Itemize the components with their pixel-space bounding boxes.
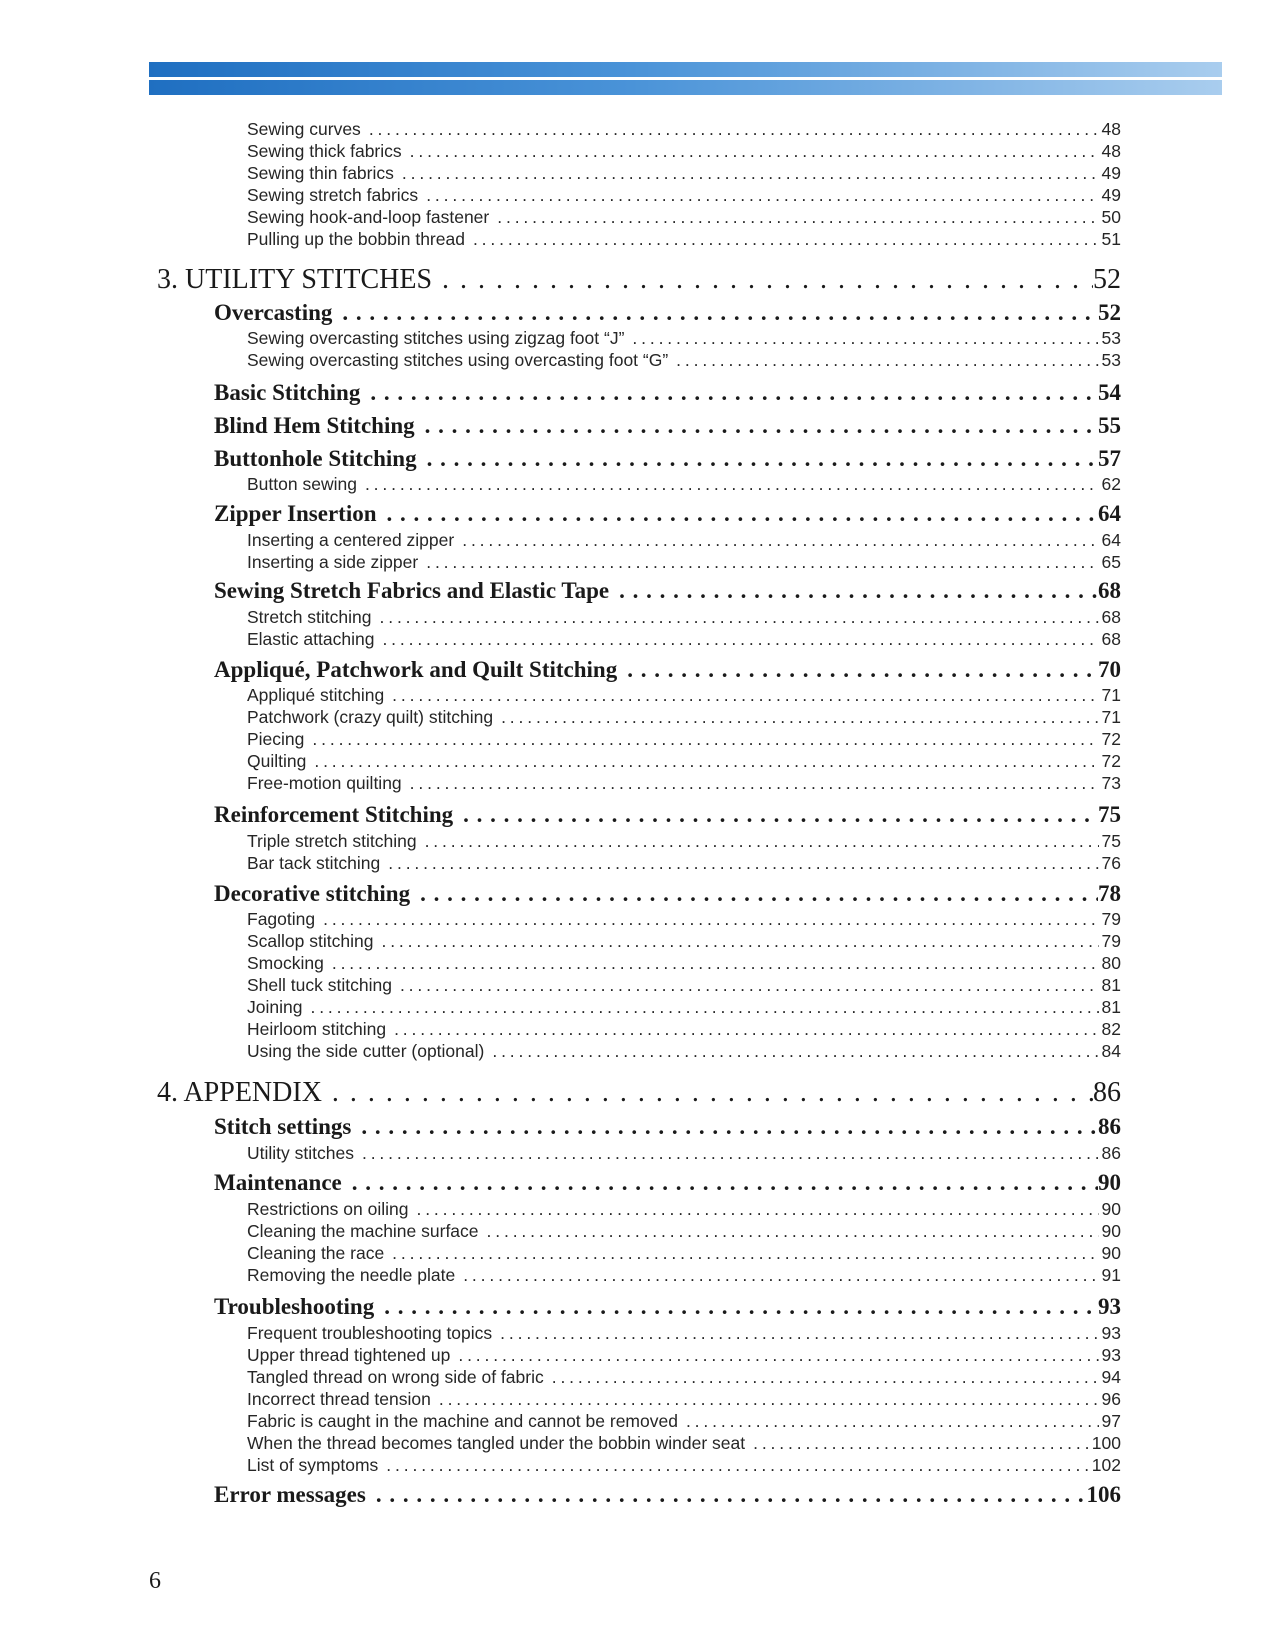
toc-entry-page: 65 bbox=[1101, 552, 1121, 572]
toc-entry-sub[interactable] bbox=[247, 185, 1121, 207]
dot-leader bbox=[473, 229, 1099, 250]
toc-entry-page: 90 bbox=[1101, 1243, 1121, 1263]
toc-entry-page: 79 bbox=[1101, 909, 1121, 929]
toc-entry-section[interactable] bbox=[214, 446, 1121, 476]
toc-entry-page: 70 bbox=[1098, 657, 1121, 682]
toc-entry-title: Inserting a side zipper bbox=[247, 552, 419, 572]
toc-entry-page: 52 bbox=[1098, 300, 1121, 325]
toc-entry-page: 64 bbox=[1101, 530, 1121, 550]
toc-entry-sub[interactable] bbox=[247, 707, 1121, 729]
dot-leader bbox=[342, 300, 1098, 326]
dot-leader bbox=[463, 1265, 1098, 1286]
toc-entry-title: Blind Hem Stitching bbox=[214, 413, 415, 438]
toc-entry-sub[interactable] bbox=[247, 773, 1121, 795]
dot-leader bbox=[552, 1367, 1099, 1388]
toc-entry-sub[interactable] bbox=[247, 328, 1121, 350]
dot-leader bbox=[427, 446, 1098, 472]
toc-entry-title: Restrictions on oiling bbox=[247, 1199, 409, 1219]
toc-entry-page: 79 bbox=[1101, 931, 1121, 951]
toc-entry-title: Free-motion quilting bbox=[247, 773, 402, 793]
toc-entry-title: Buttonhole Stitching bbox=[214, 446, 417, 471]
toc-entry-page: 90 bbox=[1101, 1199, 1121, 1219]
dot-leader bbox=[501, 707, 1098, 728]
toc-entry-sub[interactable] bbox=[247, 729, 1121, 751]
toc-entry-sub[interactable] bbox=[247, 1019, 1121, 1041]
toc-entry-title: Sewing hook-and-loop fastener bbox=[247, 207, 490, 227]
toc-entry-page: 68 bbox=[1098, 578, 1121, 603]
dot-leader bbox=[314, 751, 1098, 772]
toc-entry-sub[interactable] bbox=[247, 1433, 1121, 1455]
toc-entry-page: 96 bbox=[1101, 1389, 1121, 1409]
toc-entry-section[interactable] bbox=[214, 380, 1121, 410]
toc-entry-page: 100 bbox=[1091, 1433, 1121, 1453]
toc-entry-title: Button sewing bbox=[247, 474, 357, 494]
dot-leader bbox=[370, 380, 1098, 406]
toc-entry-title: Stretch stitching bbox=[247, 607, 372, 627]
toc-entry-page: 86 bbox=[1101, 1143, 1121, 1163]
toc-entry-page: 82 bbox=[1101, 1019, 1121, 1039]
dot-leader bbox=[627, 657, 1098, 683]
dot-leader bbox=[416, 1199, 1098, 1220]
toc-entry-sub[interactable] bbox=[247, 909, 1121, 931]
dot-leader bbox=[380, 607, 1099, 628]
toc-entry-sub[interactable] bbox=[247, 207, 1121, 229]
dot-leader bbox=[463, 802, 1098, 828]
toc-entry-sub[interactable] bbox=[247, 1345, 1121, 1367]
toc-entry-section[interactable] bbox=[214, 1482, 1121, 1512]
dot-leader bbox=[686, 1411, 1099, 1432]
toc-entry-title: Sewing stretch fabrics bbox=[247, 185, 419, 205]
toc-entry-page: 91 bbox=[1101, 1265, 1121, 1285]
toc-entry-page: 49 bbox=[1101, 163, 1121, 183]
toc-entry-page: 76 bbox=[1101, 853, 1121, 873]
toc-entry-sub[interactable] bbox=[247, 685, 1121, 707]
toc-entry-title: Shell tuck stitching bbox=[247, 975, 392, 995]
dot-leader bbox=[388, 853, 1098, 874]
toc-entry-section[interactable] bbox=[214, 1114, 1121, 1144]
toc-entry-title: Decorative stitching bbox=[214, 881, 411, 906]
toc-entry-sub[interactable] bbox=[247, 163, 1121, 185]
toc-entry-sub[interactable] bbox=[247, 350, 1121, 372]
toc-entry-title: Scallop stitching bbox=[247, 931, 374, 951]
toc-entry-title: Joining bbox=[247, 997, 303, 1017]
toc-entry-title: Tangled thread on wrong side of fabric bbox=[247, 1367, 544, 1387]
toc-entry-title: Inserting a centered zipper bbox=[247, 530, 455, 550]
toc-entry-title: Sewing Stretch Fabrics and Elastic Tape bbox=[214, 578, 610, 603]
toc-entry-sub[interactable] bbox=[247, 975, 1121, 997]
toc-entry-page: 94 bbox=[1101, 1367, 1121, 1387]
toc-entry-page: 81 bbox=[1101, 975, 1121, 995]
toc-entry-page: 102 bbox=[1091, 1455, 1121, 1475]
dot-leader bbox=[462, 530, 1098, 551]
toc-entry-sub[interactable] bbox=[247, 474, 1121, 496]
toc-entry-sub[interactable] bbox=[247, 1221, 1121, 1243]
dot-leader bbox=[619, 578, 1098, 604]
dot-leader bbox=[310, 997, 1098, 1018]
toc-entry-page: 48 bbox=[1101, 119, 1121, 139]
toc-entry-section[interactable] bbox=[214, 881, 1121, 911]
toc-entry-page: 72 bbox=[1101, 729, 1121, 749]
toc-entry-page: 81 bbox=[1101, 997, 1121, 1017]
toc-entry-page: 86 bbox=[1093, 1077, 1121, 1108]
toc-entry-page: 75 bbox=[1098, 802, 1121, 827]
toc-entry-page: 68 bbox=[1101, 629, 1121, 649]
toc-entry-page: 93 bbox=[1101, 1345, 1121, 1365]
header-band-bottom bbox=[149, 80, 1222, 95]
toc-entry-title: Zipper Insertion bbox=[214, 501, 377, 526]
toc-entry-sub[interactable] bbox=[247, 141, 1121, 163]
toc-entry-section[interactable] bbox=[214, 1294, 1121, 1324]
toc-entry-title: Cleaning the race bbox=[247, 1243, 385, 1263]
dot-leader bbox=[392, 1243, 1098, 1264]
toc-entry-sub[interactable] bbox=[247, 1389, 1121, 1411]
toc-entry-sub[interactable] bbox=[247, 1243, 1121, 1265]
header-band-top bbox=[149, 62, 1222, 77]
toc-entry-sub[interactable] bbox=[247, 1265, 1121, 1287]
toc-entry-title: Patchwork (crazy quilt) stitching bbox=[247, 707, 494, 727]
toc-entry-page: 62 bbox=[1101, 474, 1121, 494]
toc-entry-page: 86 bbox=[1098, 1114, 1121, 1139]
toc-entry-section[interactable] bbox=[214, 300, 1121, 330]
dot-leader bbox=[439, 1389, 1099, 1410]
toc-entry-sub[interactable] bbox=[247, 629, 1121, 651]
toc-entry-title: Troubleshooting bbox=[214, 1294, 375, 1319]
toc-entry-page: 75 bbox=[1101, 831, 1121, 851]
dot-leader bbox=[384, 1294, 1098, 1320]
toc-entry-title: Removing the needle plate bbox=[247, 1265, 456, 1285]
toc-entry-section[interactable] bbox=[214, 501, 1121, 531]
toc-entry-title: 3. UTILITY STITCHES bbox=[157, 264, 433, 295]
dot-leader bbox=[492, 1041, 1098, 1062]
toc-entry-page: 50 bbox=[1101, 207, 1121, 227]
toc-entry-title: Appliqué stitching bbox=[247, 685, 385, 705]
toc-entry-title: Fagoting bbox=[247, 909, 316, 929]
toc-entry-title: Overcasting bbox=[214, 300, 333, 325]
toc-entry-page: 97 bbox=[1101, 1411, 1121, 1431]
toc-entry-sub[interactable] bbox=[247, 997, 1121, 1019]
dot-leader bbox=[365, 474, 1099, 495]
toc-entry-page: 73 bbox=[1101, 773, 1121, 793]
toc-entry-title: Appliqué, Patchwork and Quilt Stitching bbox=[214, 657, 618, 682]
toc-entry-page: 106 bbox=[1086, 1482, 1121, 1507]
dot-leader bbox=[376, 1482, 1087, 1508]
toc-entry-sub[interactable] bbox=[247, 1323, 1121, 1345]
toc-entry-title: Error messages bbox=[214, 1482, 366, 1507]
toc-entry-title: Using the side cutter (optional) bbox=[247, 1041, 485, 1061]
dot-leader bbox=[362, 1143, 1099, 1164]
toc-entry-sub[interactable] bbox=[247, 1199, 1121, 1221]
toc-entry-page: 71 bbox=[1101, 685, 1121, 705]
dot-leader bbox=[323, 909, 1098, 930]
toc-entry-title: Maintenance bbox=[214, 1170, 342, 1195]
dot-leader bbox=[500, 1323, 1098, 1344]
toc-entry-page: 53 bbox=[1101, 328, 1121, 348]
toc-entry-section[interactable] bbox=[214, 413, 1121, 443]
toc-entry-sub[interactable] bbox=[247, 1143, 1121, 1165]
dot-leader bbox=[753, 1433, 1089, 1454]
toc-entry-title: Bar tack stitching bbox=[247, 853, 381, 873]
toc-entry-title: Sewing curves bbox=[247, 119, 361, 139]
dot-leader bbox=[352, 1170, 1098, 1196]
dot-leader bbox=[420, 881, 1098, 907]
toc-entry-section[interactable] bbox=[214, 657, 1121, 687]
toc-entry-sub[interactable] bbox=[247, 931, 1121, 953]
dot-leader bbox=[425, 831, 1099, 852]
dot-leader bbox=[442, 264, 1093, 296]
toc-entry-sub[interactable] bbox=[247, 953, 1121, 975]
toc-entry-title: Fabric is caught in the machine and cannot be removed bbox=[247, 1411, 678, 1431]
toc-entry-page: 90 bbox=[1098, 1170, 1121, 1195]
toc-entry-title: Incorrect thread tension bbox=[247, 1389, 431, 1409]
toc-entry-sub[interactable] bbox=[247, 853, 1121, 875]
toc-entry-page: 78 bbox=[1098, 881, 1121, 906]
dot-leader bbox=[387, 501, 1098, 527]
toc-entry-sub[interactable] bbox=[247, 530, 1121, 552]
dot-leader bbox=[487, 1221, 1099, 1242]
toc-entry-sub[interactable] bbox=[247, 229, 1121, 251]
toc-entry-title: Elastic attaching bbox=[247, 629, 375, 649]
toc-entry-sub[interactable] bbox=[247, 552, 1121, 574]
dot-leader bbox=[386, 1455, 1089, 1476]
dot-leader bbox=[458, 1345, 1098, 1366]
toc-entry-page: 93 bbox=[1101, 1323, 1121, 1343]
toc-entry-sub[interactable] bbox=[247, 607, 1121, 629]
dot-leader bbox=[497, 207, 1098, 228]
dot-leader bbox=[369, 119, 1099, 140]
dot-leader bbox=[312, 729, 1098, 750]
dot-leader bbox=[632, 328, 1098, 349]
toc-entry-page: 64 bbox=[1098, 501, 1121, 526]
toc-entry-page: 80 bbox=[1101, 953, 1121, 973]
toc-entry-title: Sewing thin fabrics bbox=[247, 163, 394, 183]
toc-entry-title: Heirloom stitching bbox=[247, 1019, 387, 1039]
dot-leader bbox=[426, 185, 1098, 206]
toc-entry-title: Utility stitches bbox=[247, 1143, 354, 1163]
toc-entry-page: 68 bbox=[1101, 607, 1121, 627]
dot-leader bbox=[332, 953, 1099, 974]
toc-entry-title: Piecing bbox=[247, 729, 305, 749]
toc-entry-page: 48 bbox=[1101, 141, 1121, 161]
toc-entry-title: Cleaning the machine surface bbox=[247, 1221, 479, 1241]
toc-entry-sub[interactable] bbox=[247, 119, 1121, 141]
toc-entry-page: 49 bbox=[1101, 185, 1121, 205]
toc-entry-title: Sewing thick fabrics bbox=[247, 141, 402, 161]
toc-entry-title: Sewing overcasting stitches using zigzag foot “J” bbox=[247, 328, 625, 348]
dot-leader bbox=[676, 350, 1098, 371]
toc-entry-sub[interactable] bbox=[247, 751, 1121, 773]
dot-leader bbox=[410, 141, 1099, 162]
toc-entry-sub[interactable] bbox=[247, 1041, 1121, 1063]
toc-entry-title: List of symptoms bbox=[247, 1455, 379, 1475]
toc-entry-title: Frequent troubleshooting topics bbox=[247, 1323, 493, 1343]
toc-entry-page: 55 bbox=[1098, 413, 1121, 438]
toc-entry-title: Pulling up the bobbin thread bbox=[247, 229, 465, 249]
toc-entry-page: 84 bbox=[1101, 1041, 1121, 1061]
dot-leader bbox=[381, 931, 1098, 952]
toc-entry-section[interactable] bbox=[214, 1170, 1121, 1200]
dot-leader bbox=[410, 773, 1099, 794]
dot-leader bbox=[425, 413, 1098, 439]
toc-entry-page: 53 bbox=[1101, 350, 1121, 370]
toc-entry-sub[interactable] bbox=[247, 1411, 1121, 1433]
dot-leader bbox=[361, 1114, 1098, 1140]
toc-entry-title: Upper thread tightened up bbox=[247, 1345, 451, 1365]
toc-entry-title: Triple stretch stitching bbox=[247, 831, 417, 851]
toc-entry-page: 93 bbox=[1098, 1294, 1121, 1319]
toc-entry-page: 54 bbox=[1098, 380, 1121, 405]
dot-leader bbox=[400, 975, 1099, 996]
toc-entry-chapter[interactable] bbox=[157, 1077, 1121, 1113]
toc-entry-title: 4. APPENDIX bbox=[157, 1077, 322, 1108]
toc-entry-page: 57 bbox=[1098, 446, 1121, 471]
toc-entry-sub[interactable] bbox=[247, 1455, 1121, 1477]
toc-entry-sub[interactable] bbox=[247, 831, 1121, 853]
dot-leader bbox=[426, 552, 1098, 573]
toc-entry-title: Smocking bbox=[247, 953, 324, 973]
toc-entry-page: 72 bbox=[1101, 751, 1121, 771]
toc-entry-section[interactable] bbox=[214, 802, 1121, 832]
dot-leader bbox=[332, 1077, 1093, 1109]
toc-entry-page: 51 bbox=[1101, 229, 1121, 249]
dot-leader bbox=[392, 685, 1098, 706]
toc-entry-title: Reinforcement Stitching bbox=[214, 802, 454, 827]
toc-entry-title: Basic Stitching bbox=[214, 380, 361, 405]
page-number: 6 bbox=[149, 1568, 161, 1594]
toc-entry-title: Stitch settings bbox=[214, 1114, 352, 1139]
toc-entry-page: 71 bbox=[1101, 707, 1121, 727]
dot-leader bbox=[382, 629, 1098, 650]
dot-leader bbox=[402, 163, 1099, 184]
toc-entry-title: Quilting bbox=[247, 751, 307, 771]
toc-entry-page: 52 bbox=[1093, 264, 1121, 295]
dot-leader bbox=[394, 1019, 1098, 1040]
toc-entry-sub[interactable] bbox=[247, 1367, 1121, 1389]
toc-entry-title: When the thread becomes tangled under the bobbin winder seat bbox=[247, 1433, 746, 1453]
toc-entry-title: Sewing overcasting stitches using overcasting foot “G” bbox=[247, 350, 669, 370]
toc-entry-page: 90 bbox=[1101, 1221, 1121, 1241]
toc-entry-chapter[interactable] bbox=[157, 264, 1121, 300]
toc-entry-section[interactable] bbox=[214, 578, 1121, 608]
